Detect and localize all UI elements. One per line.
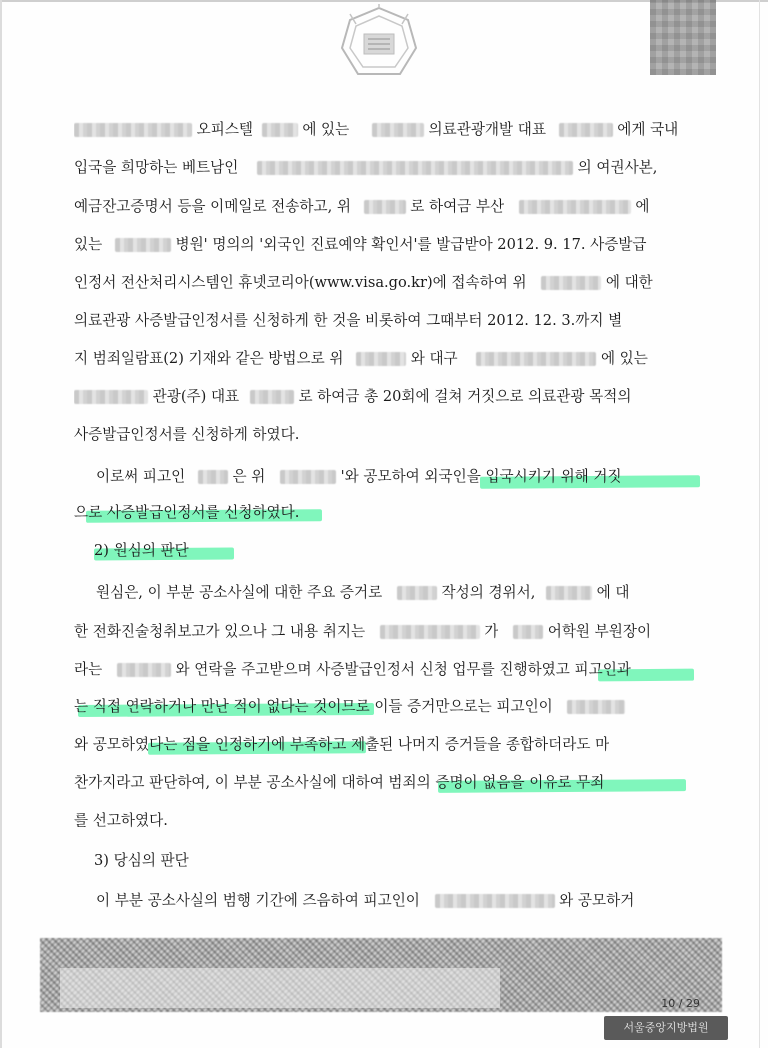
redacted-text	[541, 276, 601, 290]
redacted-text	[257, 161, 573, 175]
text-line	[74, 617, 694, 647]
text-line	[74, 344, 694, 374]
text-segment: 로 하여금 부산	[410, 198, 505, 215]
text-segment: 가	[484, 623, 499, 640]
text-line	[74, 655, 694, 685]
text-line	[74, 306, 694, 336]
redacted-text	[115, 238, 171, 252]
text-segment: 의료관광개발 대표	[428, 121, 546, 138]
redacted-text	[546, 586, 592, 600]
heading-text: 2) 원심의 판단	[94, 542, 189, 559]
text-segment: 와 대구	[410, 350, 458, 367]
redacted-text	[250, 390, 294, 404]
text-line	[74, 730, 694, 760]
text-segment: 있는	[74, 236, 103, 253]
redacted-text	[435, 894, 555, 908]
text-segment: 입국을 희망하는 베트남인	[74, 159, 239, 176]
redacted-text	[198, 470, 228, 484]
text-segment: 라는	[74, 661, 103, 678]
redacted-text	[372, 123, 424, 137]
text-segment: 작성의 경위서,	[441, 584, 536, 601]
text-segment: 의 여권사본,	[577, 159, 658, 176]
text-segment: 에 대한	[605, 274, 653, 291]
text-segment: 예금잔고증명서 등을 이메일로 전송하고, 위	[74, 198, 351, 215]
text-line	[74, 420, 694, 450]
court-footer-label: 서울중앙지방법원	[604, 1016, 728, 1040]
text-line	[74, 192, 694, 222]
redacted-text	[364, 200, 406, 214]
text-line	[74, 268, 694, 298]
text-segment: 은 위	[232, 468, 266, 485]
text-segment: 와 공모하였다는 점을 인정하기에 부족하고 제출된 나머지 증거들을 종합하더라도 마	[74, 736, 610, 753]
text-segment: 와 연락을 주고받으며 사증발급인정서 신청 업무를 진행하였고 피고인과	[175, 661, 631, 678]
text-segment: 에	[635, 198, 650, 215]
text-line	[96, 462, 696, 492]
text-line	[74, 115, 694, 145]
text-segment: 는 직접 연락하거나 만난 적이 없다는 것이므로 이들 증거만으로는 피고인이	[74, 698, 553, 715]
text-segment: 찬가지라고 판단하여, 이 부분 공소사실에 대하여 범죄의 증명이 없음을 이유로 무죄	[74, 774, 605, 791]
section-heading	[94, 846, 714, 876]
text-line	[74, 806, 694, 836]
redacted-text	[559, 123, 613, 137]
redacted-text	[397, 586, 437, 600]
text-segment: 에 대	[596, 584, 630, 601]
text-segment: '와 공모하여 외국인을 입국시키기 위해 거짓	[340, 468, 622, 485]
text-segment: 인정서 전산처리시스템인 휴넷코리아(www.visa.go.kr)에 접속하여 위	[74, 274, 527, 291]
redacted-text	[519, 200, 631, 214]
text-line	[74, 230, 694, 260]
text-segment: 어학원 부원장이	[547, 623, 652, 640]
section-heading	[94, 536, 714, 566]
text-segment: 관광(주) 대표	[152, 388, 240, 405]
redacted-text	[513, 625, 543, 639]
text-segment: 병원' 명의의 '외국인 진료예약 확인서'를 발급받아 2012. 9. 17. 사증발급	[175, 236, 647, 253]
text-line	[74, 382, 694, 412]
text-segment: 와 공모하거	[559, 892, 635, 909]
text-segment: 사증발급인정서를 신청하게 하였다.	[74, 426, 300, 443]
text-line	[96, 578, 696, 608]
redacted-text	[356, 352, 406, 366]
text-line	[74, 498, 694, 528]
text-segment: 에 있는	[302, 121, 350, 138]
text-segment: 에게 국내	[617, 121, 679, 138]
page-number: 10 / 29	[661, 997, 700, 1010]
text-line	[96, 886, 696, 916]
text-line	[74, 768, 694, 798]
text-segment: 원심은, 이 부분 공소사실에 대한 주요 증거로	[96, 584, 383, 601]
heading-text: 3) 당심의 판단	[94, 852, 189, 869]
text-segment: 이로써 피고인	[96, 468, 186, 485]
text-segment: 지 범죄일람표(2) 기재와 같은 방법으로 위	[74, 350, 344, 367]
redacted-text	[280, 470, 336, 484]
text-segment: 오피스텔	[196, 121, 254, 138]
text-segment: 에 있는	[600, 350, 648, 367]
redacted-text	[262, 123, 298, 137]
text-segment: 한 전화진술청취보고가 있으나 그 내용 취지는	[74, 623, 366, 640]
court-seal-icon	[338, 4, 420, 84]
redacted-corner	[650, 0, 716, 75]
text-line	[74, 153, 694, 183]
text-segment: 의료관광 사증발급인정서를 신청하게 한 것을 비롯하여 그때부터 2012. 12. 3.까지 별	[74, 312, 623, 329]
redacted-text	[74, 123, 192, 137]
text-segment: 로 하여금 총 20회에 걸쳐 거짓으로 의료관광 목적의	[298, 388, 632, 405]
text-segment: 이 부분 공소사실의 범행 기간에 즈음하여 피고인이	[96, 892, 420, 909]
redacted-text	[117, 663, 171, 677]
redacted-text	[74, 390, 148, 404]
redacted-text	[476, 352, 596, 366]
redacted-text	[380, 625, 480, 639]
text-segment: 으로 사증발급인정서를 신청하였다.	[74, 504, 300, 521]
text-line	[74, 692, 694, 722]
text-segment: 를 선고하였다.	[74, 812, 168, 829]
redacted-text	[567, 700, 625, 714]
